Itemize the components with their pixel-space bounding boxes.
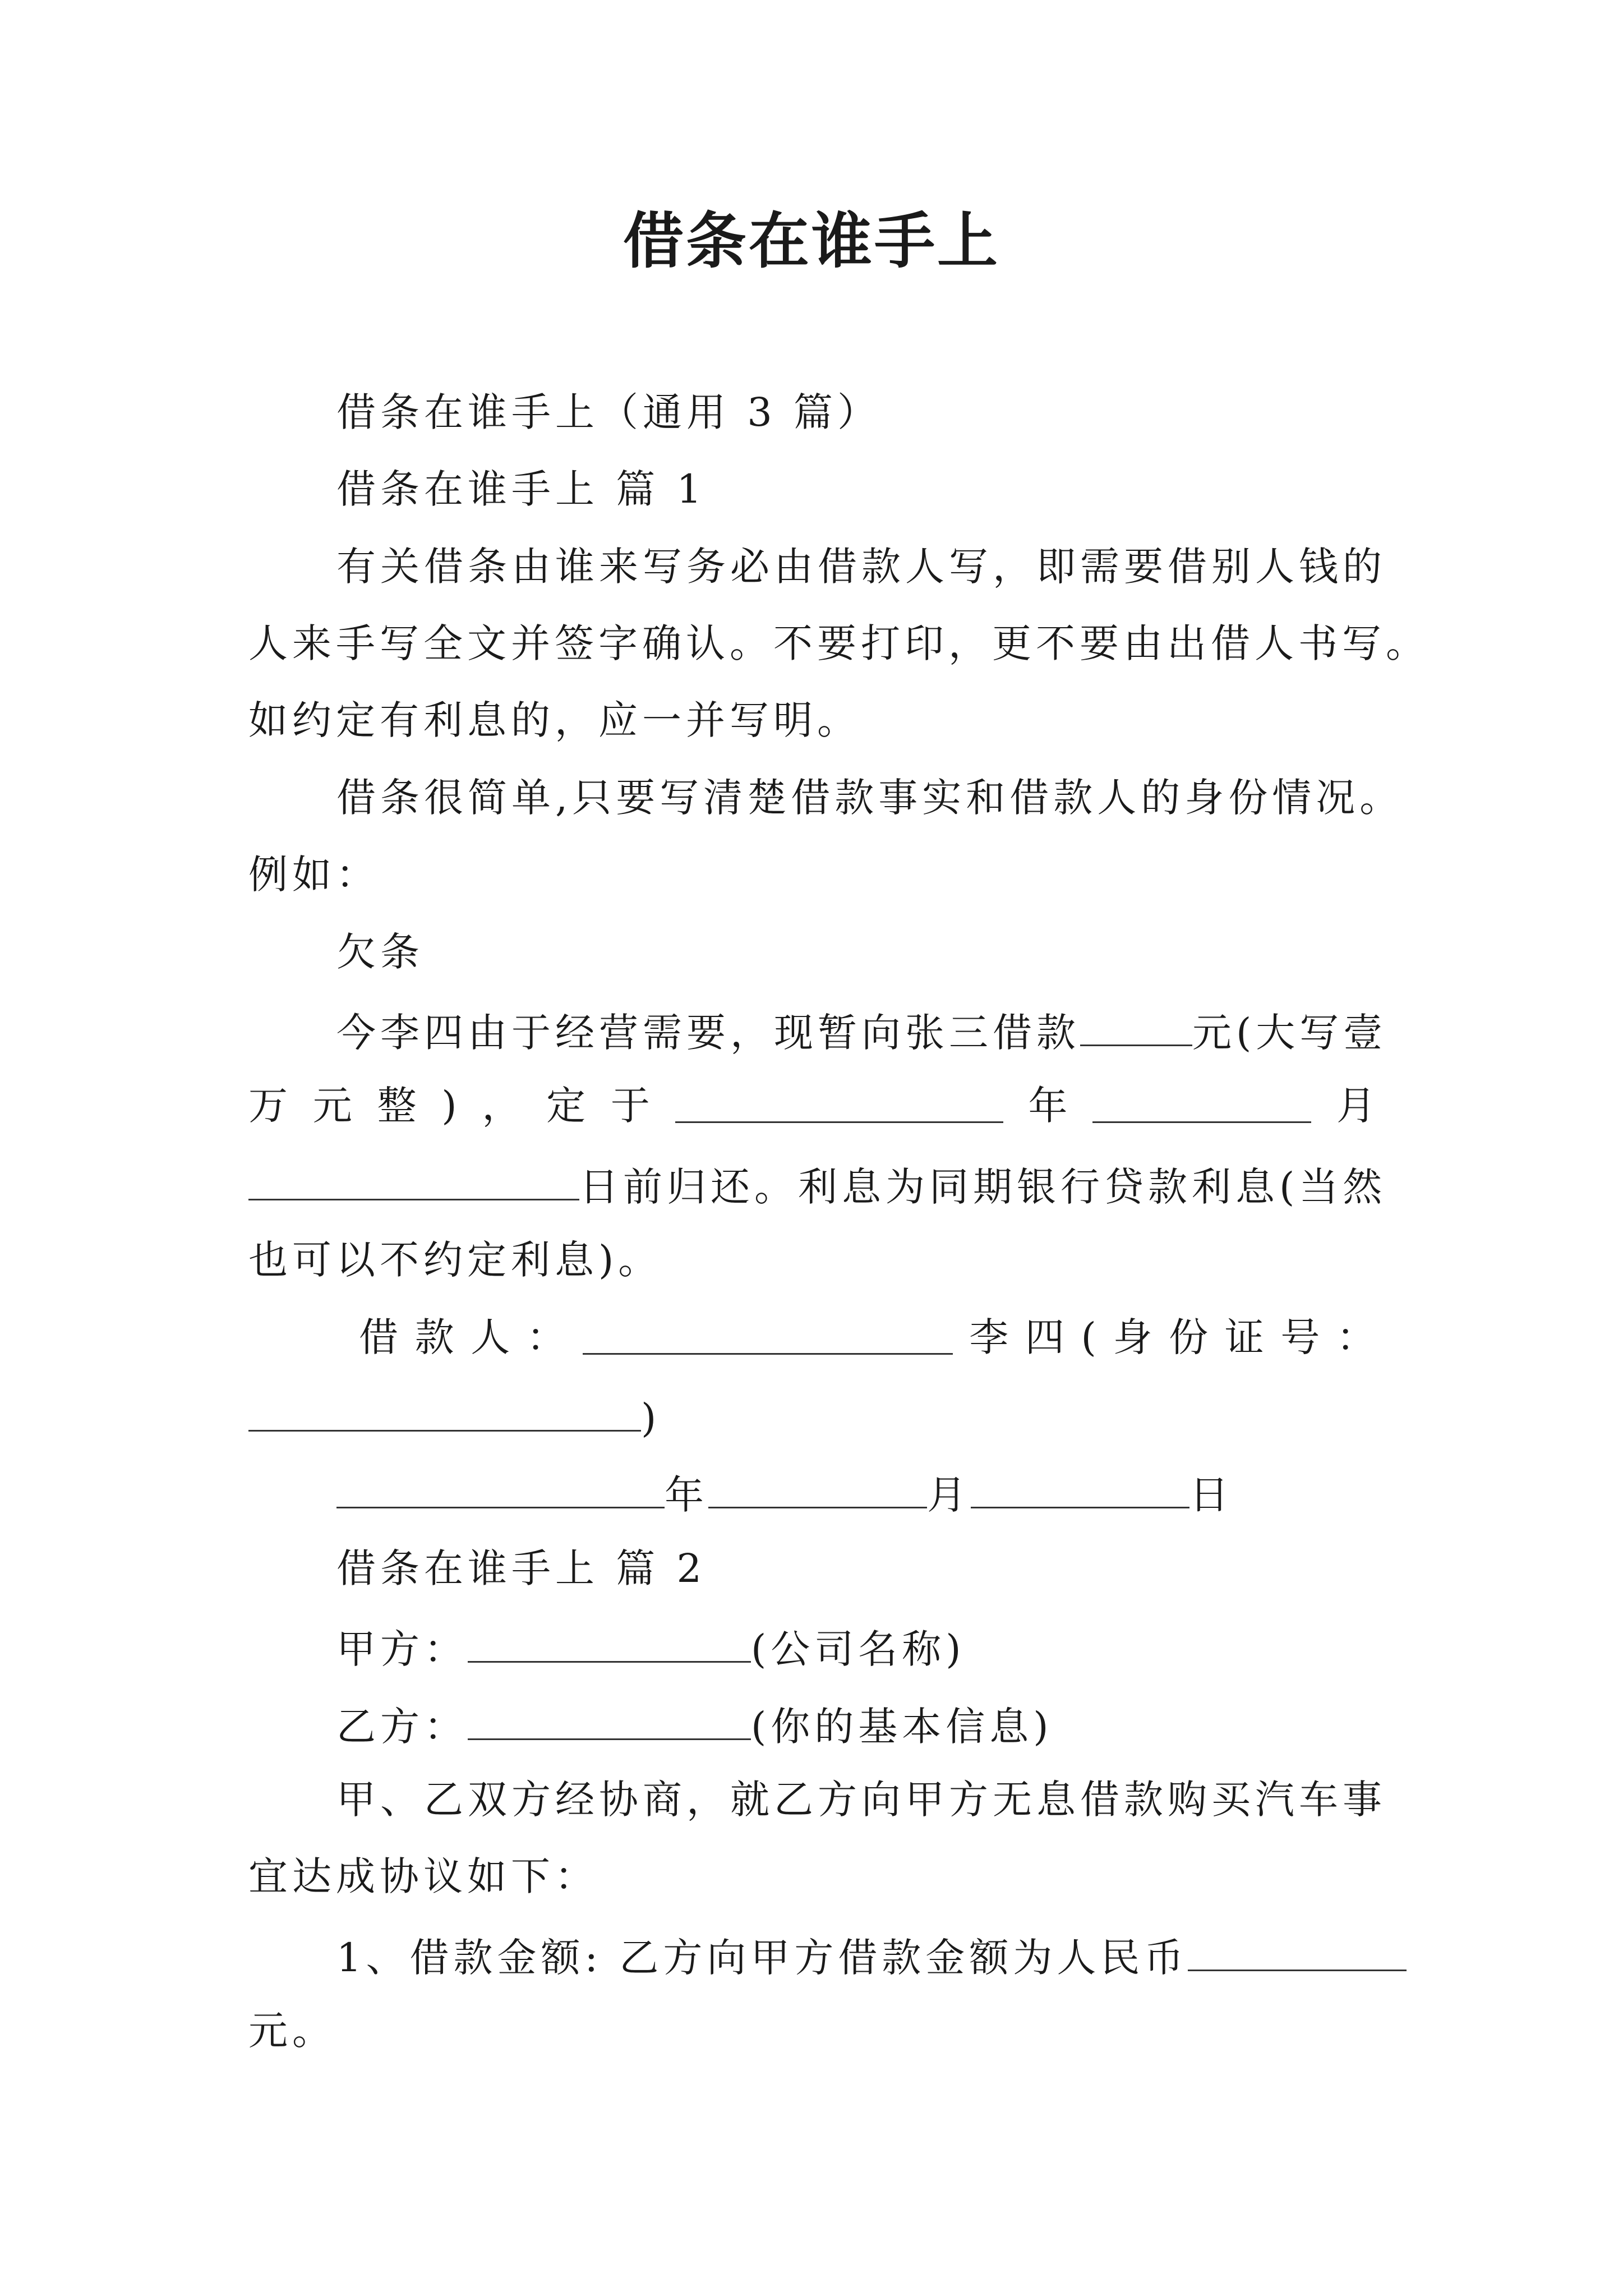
year-blank bbox=[336, 1463, 665, 1508]
section-heading-1: 借条在谁手上 篇 1 bbox=[336, 466, 707, 512]
party-a-blank bbox=[468, 1617, 751, 1663]
note-line-justified: 万 元 整 ) ， 定 于 年 月 bbox=[248, 1078, 1376, 1134]
paragraph-line: 有关借条由谁来写务必由借款人写，即需要借别人钱的 bbox=[336, 544, 1386, 590]
paragraph-line: 甲、乙双方经协商，就乙方向甲方无息借款购买汽车事 bbox=[336, 1777, 1386, 1823]
section-heading-2: 借条在谁手上 篇 2 bbox=[336, 1545, 707, 1591]
note-title: 欠条 bbox=[336, 929, 424, 975]
note-line: 日前归还。利息为同期银行贷款利息(当然 bbox=[248, 1155, 1386, 1215]
day-blank bbox=[971, 1463, 1189, 1508]
signature-line: 借 款 人 ： 李 四 ( 身 份 证 号 ： bbox=[359, 1309, 1376, 1365]
item-line: 元。 bbox=[248, 2008, 336, 2054]
amount-blank bbox=[1080, 1001, 1192, 1046]
paragraph-line: 如约定有利息的，应一并写明。 bbox=[248, 697, 861, 743]
party-a-line: 甲方： (公司名称) bbox=[336, 1617, 966, 1677]
note-line: 也可以不约定利息)。 bbox=[248, 1237, 662, 1283]
month-blank bbox=[708, 1463, 927, 1508]
id-number-line: ) bbox=[248, 1386, 661, 1446]
day-blank bbox=[248, 1155, 579, 1200]
note-line: 今李四由于经营需要，现暂向张三借款 元(大写壹 bbox=[336, 1001, 1387, 1061]
date-line: 年 月 日 bbox=[336, 1463, 1233, 1523]
month-blank bbox=[1092, 1078, 1311, 1123]
paragraph-line: 借条很简单,只要写清楚借款事实和借款人的身份情况。 bbox=[336, 775, 1404, 821]
party-b-line: 乙方： (你的基本信息) bbox=[336, 1695, 1053, 1755]
paragraph-line: 人来手写全文并签字确认。不要打印，更不要由出借人书写。 bbox=[248, 620, 1430, 666]
paragraph-line: 宜达成协议如下： bbox=[248, 1853, 598, 1899]
document-title: 借条在谁手上 bbox=[623, 206, 1000, 277]
signature-blank bbox=[583, 1309, 953, 1355]
party-b-blank bbox=[468, 1695, 751, 1740]
id-number-blank bbox=[248, 1386, 641, 1432]
paragraph-line: 例如： bbox=[248, 852, 380, 898]
item-line: 1、借款金额: 乙方向甲方借款金额为人民币 bbox=[336, 1926, 1407, 1986]
amount-blank bbox=[1188, 1926, 1407, 1971]
year-blank bbox=[675, 1078, 1003, 1123]
subtitle: 借条在谁手上（通用 3 篇） bbox=[336, 389, 882, 435]
